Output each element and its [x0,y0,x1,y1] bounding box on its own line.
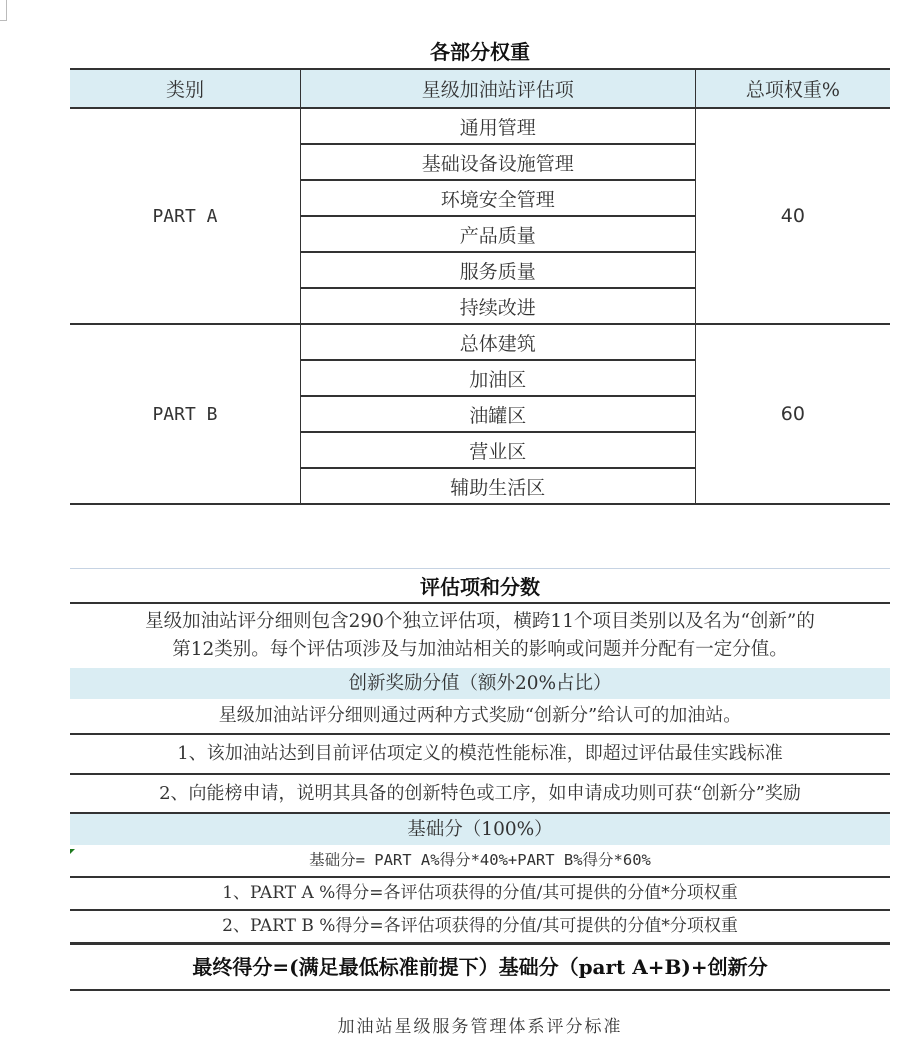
base-score-formula: 基础分= PART A%得分*40%+PART B%得分*60% [70,845,890,878]
part-a-score-formula: 1、PART A %得分=各评估项获得的分值/其可提供的分值*分项权重 [70,878,890,911]
weights-table [70,68,890,505]
item-business-area: 营业区 [300,432,695,468]
base-score-header: 基础分（100%） [70,814,890,845]
innovation-description: 星级加油站评分细则通过两种方式奖励“创新分”给认可的加油站。 [70,699,890,735]
header-total-weight: 总项权重% [695,69,890,108]
innovation-header: 创新奖励分值（额外20%占比） [70,668,890,699]
item-facility-management: 基础设备设施管理 [300,144,695,180]
scores-section [70,568,890,991]
category-part-a: PART A [70,108,300,324]
innovation-way-1: 1、该加油站达到目前评估项定义的模范性能标准，即超过评估最佳实践标准 [70,735,890,775]
figure-caption: 加油站星级服务管理体系评分标准 [337,1017,623,1037]
item-refueling-area: 加油区 [300,360,695,396]
table-header-row [70,69,890,108]
innovation-way-2: 2、向能榜申请，说明其具备的创新特色或工序，如申请成功则可获“创新分”奖励 [70,775,890,814]
item-environment-safety: 环境安全管理 [300,180,695,216]
scores-intro [70,604,890,668]
table-row [70,108,890,144]
table-row [70,324,890,360]
intro-line-2: 第12类别。每个评估项涉及与加油站相关的影响或问题并分配有一定分值。 [172,639,788,660]
header-category: 类别 [70,69,300,108]
scores-section-title: 评估项和分数 [70,569,890,604]
intro-line-1: 星级加油站评分细则包含290个独立评估项，横跨11个项目类别以及名为“创新”的 [145,611,815,632]
cell-comment-marker [70,849,75,854]
header-evaluation-item: 星级加油站评估项 [300,69,695,108]
part-b-score-formula: 2、PART B %得分=各评估项获得的分值/其可提供的分值*分项权重 [70,911,890,944]
item-general-management: 通用管理 [300,108,695,144]
weights-table-title: 各部分权重 [430,40,530,64]
page-corner-mark [0,0,7,21]
item-continuous-improvement: 持续改进 [300,288,695,324]
weight-part-a: 40 [695,108,890,324]
item-tank-area: 油罐区 [300,396,695,432]
item-overall-building: 总体建筑 [300,324,695,360]
item-product-quality: 产品质量 [300,216,695,252]
final-score-formula: 最终得分=(满足最低标准前提下）基础分（part A+B)+创新分 [70,944,890,991]
item-auxiliary-living-area: 辅助生活区 [300,468,695,504]
category-part-b: PART B [70,324,300,504]
weight-part-b: 60 [695,324,890,504]
item-service-quality: 服务质量 [300,252,695,288]
